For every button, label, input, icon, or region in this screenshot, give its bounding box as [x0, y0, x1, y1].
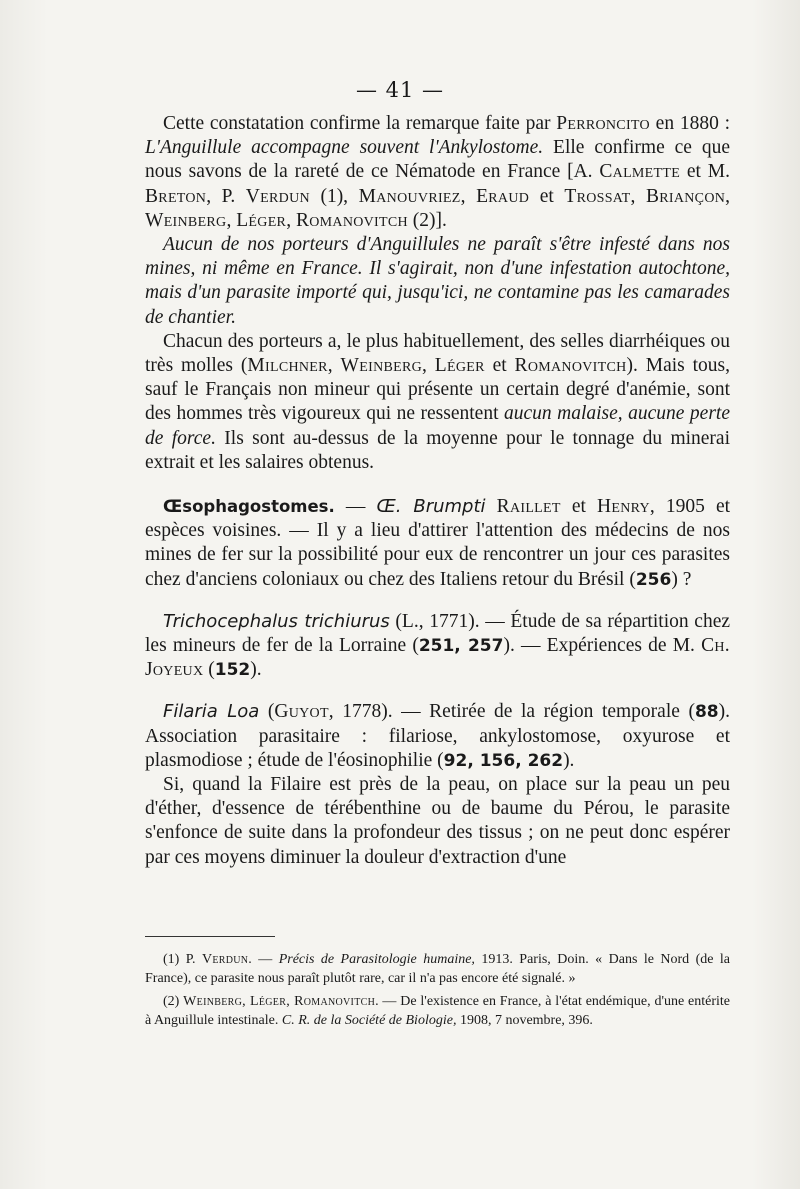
emphasized-phrase: aucun malaise, aucune perte de force.: [145, 403, 730, 449]
author-name: Calmette: [599, 161, 681, 183]
section-oesophagostomes: Œsophagostomes. — Œ. Brumpti Raillet et Henry, 1905 et espèces voisines. — Il y a lieu d'attirer l'attention des médecins de nos mines de fer sur la possibilité pour eux de rencontrer un jour ces parasites chez d'anciens coloniaux ou chez des Italiens retour du Brésil (256) ?: [145, 496, 731, 590]
author-name: Breton: [145, 185, 207, 207]
author-name: Weinberg, Léger, Romanovitch: [183, 994, 376, 1009]
footnote-2: (2) Weinberg, Léger, Romanovitch. — De l'existence en France, à l'état endémique, d'une entérite à Anguillule intestinale. C. R. de la Société de Biologie, 1908, 7 novembre, 396.: [145, 994, 730, 1028]
author-name: Trossat: [564, 185, 631, 207]
author-name: Weinberg: [145, 209, 227, 231]
author-name: Verdun: [201, 952, 249, 967]
species-name: Œ. Brumpti: [376, 496, 486, 518]
author-name: Weinberg: [340, 355, 423, 377]
author-name: Romanovitch: [295, 209, 408, 231]
author-name: Milchner: [247, 355, 328, 377]
footnote-1: (1) P. Verdun. — Précis de Parasitologie humaine, 1913. Paris, Doin. « Dans le Nord (de la France), ce parasite nous paraît plutôt rare, car il n'a pas encore été signalé. »: [145, 952, 730, 986]
main-text: [145, 112, 730, 870]
quoted-statement: L'Anguillule accompagne souvent l'Ankylostome.: [145, 137, 544, 159]
footnotes: [145, 950, 730, 1034]
reference-number: 251, 257: [418, 636, 504, 657]
book-title: Précis de Parasitologie humaine,: [278, 952, 475, 967]
author-name: Guyot: [274, 701, 329, 723]
species-name: Trichocephalus trichiurus: [163, 610, 390, 632]
reference-number: 152: [214, 660, 251, 681]
author-name: Briançon: [645, 185, 726, 207]
reference-number: 92, 156, 262: [443, 750, 564, 771]
section-filaria-loa: Filaria Loa (Guyot, 1778). — Retirée de la région temporale (88). Association parasitaire : filariose, ankylostomose, oxyurose et plasmodiose ; étude de l'éosinophilie (92, 156, 262).: [145, 701, 730, 771]
author-name: Verdun: [245, 185, 310, 207]
species-name: Filaria Loa: [163, 701, 260, 723]
paragraph-porteurs: Chacun des porteurs a, le plus habituellement, des selles diarrhéiques ou très molles (Milchner, Weinberg, Léger et Romanovitch). Mais tous, sauf le Français non mineur qui présente un certain degré d'anémie, sont des hommes très vigoureux qui ne ressentent aucun malaise, aucune perte de force. Ils sont au-dessus de la moyenne pour le tonnage du minerai extrait et les salaires obtenus.: [145, 330, 731, 473]
section-heading: Œsophagostomes.: [163, 497, 335, 517]
author-name: Manouvriez: [358, 185, 461, 207]
reference-number: 256: [635, 569, 672, 590]
paragraph-filaire-extraction: Si, quand la Filaire est près de la peau, on place sur la peau un peu d'éther, d'essence de térébenthine ou de baume du Pérou, le parasite s'enfonce de suite dans la profondeur des tissus ; on ne peut donc espérer par ces moyens diminuer la douleur d'extraction d'une: [145, 774, 730, 868]
journal-title: C. R. de la Société de Biologie,: [281, 1013, 457, 1028]
author-name: Eraud: [476, 185, 530, 207]
paragraph-anguillule-confirmation: Cette constatation confirme la remarque faite par Perroncito en 1880 : L'Anguillule accompagne souvent l'Ankylostome. Elle confirme ce que nous savons de la rareté de ce Nématode en France [A. Calmette et M. Breton, P. Verdun (1), Manouvriez, Eraud et Trossat, Briançon, Weinberg, Léger, Romanovitch (2)].: [145, 113, 731, 231]
reference-number: 88: [694, 702, 719, 723]
author-name: Perroncito: [556, 113, 650, 134]
section-trichocephalus: Trichocephalus trichiurus (L., 1771). — Étude de sa répartition chez les mineurs de fer de la Lorraine (251, 257). — Expériences de M. Ch. Joyeux (152).: [145, 610, 730, 681]
author-name: Romanovitch: [514, 355, 627, 377]
page-number: — 41 —: [355, 78, 445, 102]
author-name: Henry: [596, 496, 650, 518]
footnote-divider: [145, 936, 275, 937]
paragraph-italic-conclusion: Aucun de nos porteurs d'Anguillules ne paraît s'être infesté dans nos mines, ni même en France. Il s'agirait, non d'une infestation autochtone, mais d'un parasite importé qui, jusqu'ici, ne contamine pas les camarades de chantier.: [145, 234, 730, 328]
author-name: Léger: [434, 355, 485, 377]
author-name: Raillet: [496, 496, 561, 518]
author-name: Ch. Joyeux: [145, 635, 730, 681]
author-name: Léger: [236, 209, 287, 231]
